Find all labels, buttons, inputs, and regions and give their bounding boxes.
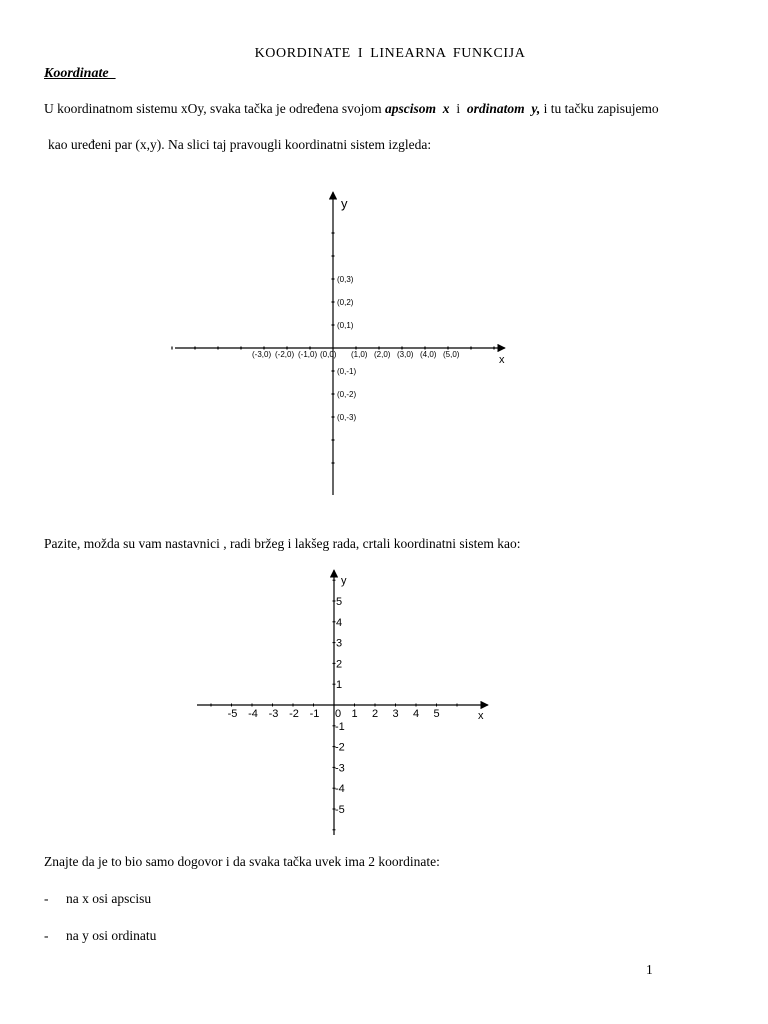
list-item-text: na y osi ordinatu <box>66 928 157 943</box>
paragraph-pair: kao uređeni par (x,y). Na slici taj pravougli koordinatni sistem izgleda: <box>48 137 432 152</box>
x-tick-label: -5 <box>227 708 238 720</box>
list-item-text: na x osi apscisu <box>66 891 152 906</box>
y-axis-label-2: y <box>341 575 347 587</box>
y-tick-label: 4 <box>336 616 343 629</box>
intro-text-2: i <box>449 101 467 116</box>
coordinate-system-figure-2 <box>0 560 768 845</box>
x-tick-label: 2 <box>371 708 379 720</box>
origin-label-1: (0,0) <box>320 350 337 359</box>
y-tick-label: -5 <box>335 804 345 816</box>
x-tick-label: 4 <box>412 708 420 720</box>
y-axis-label-1: y <box>341 196 348 211</box>
paragraph-note: Pazite, možda su vam nastavnici , radi bržeg i lakšeg rada, crtali koordinatni sistem kao: <box>44 536 521 551</box>
x-point-label: (-1,0) <box>298 350 318 359</box>
y-tick-label: 3 <box>336 637 343 650</box>
y-point-label: (0,-1) <box>337 367 357 376</box>
intro-text-1: U koordinatnom sistemu xOy, svaka tačka je određena svojom <box>44 101 386 116</box>
list-item <box>44 928 156 944</box>
y-point-label: (0,-2) <box>337 390 357 399</box>
y-tick-label: -2 <box>335 741 345 754</box>
y-point-label: (0,1) <box>337 321 354 330</box>
paragraph-conclusion: Znajte da je to bio samo dogovor i da svaka tačka uvek ima 2 koordinate: <box>44 854 440 869</box>
y-point-label: (0,3) <box>337 275 354 284</box>
x-tick-label: 1 <box>351 708 358 720</box>
y-tick-label: 2 <box>336 658 343 671</box>
x-tick-label: 5 <box>433 708 440 720</box>
x-tick-label: 3 <box>392 708 399 720</box>
y-tick-label: -4 <box>335 783 345 796</box>
intro-text-3: i tu tačku zapisujemo <box>540 101 659 116</box>
y-point-label: (0,-3) <box>337 413 357 422</box>
x-axis-label-1: x <box>499 354 505 366</box>
x-point-label: (2,0) <box>374 350 391 359</box>
x-point-label: (5,0) <box>443 350 460 359</box>
x-tick-label: -3 <box>268 708 279 720</box>
x-axis-label-2: x <box>478 710 484 722</box>
x-tick-label: -2 <box>289 708 299 720</box>
list-item <box>44 891 151 907</box>
y-tick-label: -1 <box>335 720 345 733</box>
x-point-label: (-3,0) <box>252 350 272 359</box>
page-title: KOORDINATE I LINEARNA FUNKCIJA <box>254 46 526 61</box>
origin-label-2: 0 <box>335 708 342 720</box>
x-point-label: (-2,0) <box>275 350 295 359</box>
y-tick-label: 5 <box>336 596 343 608</box>
x-point-label: (1,0) <box>351 350 368 359</box>
y-tick-label: -3 <box>335 762 345 775</box>
section-heading: Koordinate <box>44 66 116 81</box>
list-dash: - <box>44 928 49 943</box>
y-point-label: (0,2) <box>337 298 354 307</box>
x-tick-label: -4 <box>248 708 258 720</box>
y-tick-label: 1 <box>336 679 343 692</box>
list-dash: - <box>44 891 49 906</box>
page-number: 1 <box>646 962 653 977</box>
intro-term-apscisa: apscisom x <box>385 101 450 116</box>
x-point-label: (4,0) <box>420 350 437 359</box>
x-point-label: (3,0) <box>397 350 414 359</box>
intro-term-ordinata: ordinatom y, <box>466 101 541 116</box>
x-tick-label: -1 <box>309 708 320 720</box>
